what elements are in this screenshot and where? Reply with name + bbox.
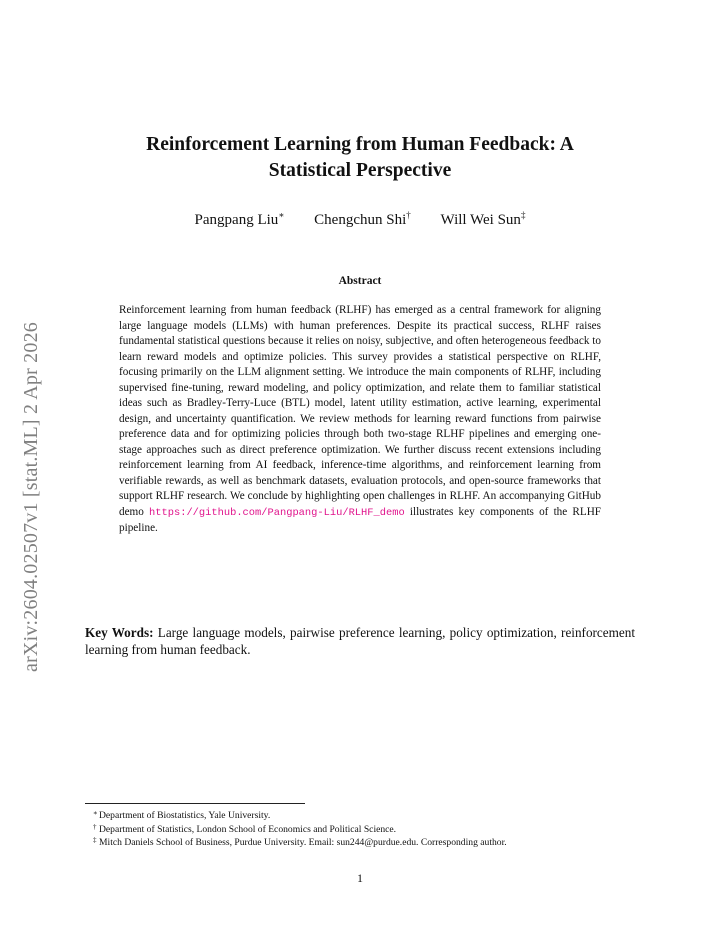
paper-title bbox=[90, 132, 630, 184]
author-1 bbox=[195, 212, 285, 228]
author-3 bbox=[441, 212, 526, 228]
footnote-divider bbox=[85, 803, 305, 804]
author-affiliation-mark: ∗ bbox=[278, 210, 285, 220]
author-name: Will Wei Sun bbox=[440, 212, 521, 228]
footnote-mark: ∗ bbox=[93, 809, 98, 817]
footnote-text: Department of Statistics, London School of Economics and Political Science. bbox=[99, 823, 397, 835]
footnote-text: Mitch Daniels School of Business, Purdue University. Email: sun244@purdue.edu. Corresponding author. bbox=[99, 837, 507, 848]
author-2 bbox=[314, 212, 411, 228]
github-demo-link[interactable]: https://github.com/Pangpang-Liu/RLHF_demo bbox=[149, 506, 405, 519]
arxiv-identifier-stamp: arXiv:2604.02507v1 [stat.ML] 2 Apr 2026 bbox=[20, 322, 42, 672]
footnote-affiliation-1 bbox=[85, 809, 645, 823]
abstract-text-after-link: illustrates key components of the RLHF pipeline. bbox=[119, 505, 601, 534]
author-name: Chengchun Shi bbox=[314, 212, 407, 228]
footnote-text: Department of Biostatistics, Yale University. bbox=[99, 810, 271, 821]
paper-title-line-1: Reinforcement Learning from Human Feedback: A bbox=[146, 134, 574, 155]
keywords-text: Large language models, pairwise preference learning, policy optimization, reinforcement learning from human feedback. bbox=[85, 625, 636, 657]
abstract-text bbox=[119, 303, 601, 537]
footnote-mark: ‡ bbox=[93, 836, 97, 844]
footnotes bbox=[85, 809, 645, 850]
author-affiliation-mark: † bbox=[406, 210, 411, 220]
footnote-affiliation-3 bbox=[85, 836, 645, 850]
author-affiliation-mark: ‡ bbox=[520, 210, 526, 220]
author-name: Pangpang Liu bbox=[194, 212, 279, 228]
footnote-affiliation-2 bbox=[85, 823, 645, 837]
page-number: 1 bbox=[357, 871, 363, 885]
abstract-text-before-link: Reinforcement learning from human feedback (RLHF) has emerged as a central framework for aligning large language models (LLMs) with human preferences. Despite its practical success, RLHF raises fundamental statistical questions because it relies on noisy, subjective, and often heterogeneous feedback to learn reward models and optimize policies. This survey provides a statistical perspective on RLHF, focusing primarily on the LLM alignment setting. We introduce the main components of RLHF, including supervised fine-tuning, reward modeling, and policy optimization, and relate them to familiar statistical ideas such as Bradley-Terry-Luce (BTL) model, latent utility estimation, active learning, experimental design, and uncertainty quantification. We review methods for learning reward functions from pairwise preference data and for optimizing policies through both two-stage RLHF pipelines and emerging one-stage approaches such as direct preference optimization. We further discuss recent extensions including reinforcement learning from AI feedback, inference-time algorithms, and reinforcement learning from verifiable rewards, as well as benchmark datasets, evaluation protocols, and open-source frameworks that support RLHF research. We conclude by highlighting open challenges in RLHF. An accompanying GitHub demo bbox=[119, 304, 601, 518]
keywords-section bbox=[85, 624, 635, 658]
footnote-mark: † bbox=[93, 822, 97, 831]
keywords-label: Key Words: bbox=[85, 625, 154, 640]
author-list bbox=[90, 212, 630, 229]
abstract-heading: Abstract bbox=[338, 275, 382, 287]
paper-title-line-2: Statistical Perspective bbox=[268, 160, 452, 181]
